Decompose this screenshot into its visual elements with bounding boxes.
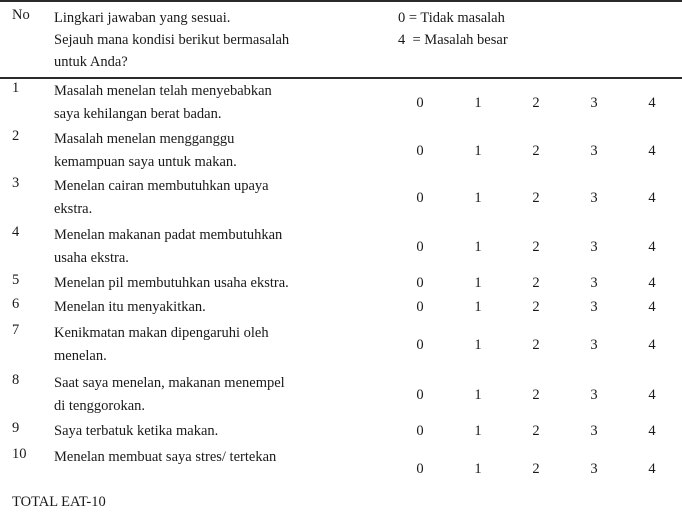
row-question bbox=[54, 322, 384, 368]
header-no: No bbox=[12, 7, 30, 23]
question-line: Kenikmatan makan dipengaruhi oleh bbox=[54, 325, 269, 341]
question-line: Saat saya menelan, makanan menempel bbox=[54, 375, 285, 391]
score-option-0[interactable]: 0 bbox=[416, 423, 424, 439]
row-number: 9 bbox=[12, 420, 20, 436]
score-option-3[interactable]: 3 bbox=[590, 95, 598, 111]
row-question bbox=[54, 372, 384, 418]
row-question bbox=[54, 80, 384, 126]
row-number: 7 bbox=[12, 322, 20, 338]
question-line: Menelan pil membutuhkan usaha ekstra. bbox=[54, 275, 289, 291]
question-line: saya kehilangan berat badan. bbox=[54, 106, 222, 122]
question-line: Masalah menelan mengganggu bbox=[54, 131, 235, 147]
score-option-3[interactable]: 3 bbox=[590, 143, 598, 159]
row-number: 4 bbox=[12, 224, 20, 240]
total-label: TOTAL EAT-10 bbox=[12, 494, 106, 510]
score-option-4[interactable]: 4 bbox=[648, 461, 656, 477]
row-number: 3 bbox=[12, 175, 20, 191]
score-option-3[interactable]: 3 bbox=[590, 337, 598, 353]
score-option-4[interactable]: 4 bbox=[648, 387, 656, 403]
row-question bbox=[54, 224, 384, 270]
score-option-4[interactable]: 4 bbox=[648, 299, 656, 315]
score-option-0[interactable]: 0 bbox=[416, 387, 424, 403]
score-option-2[interactable]: 2 bbox=[532, 95, 540, 111]
row-question bbox=[54, 446, 384, 469]
header-instruction-line: untuk Anda? bbox=[54, 54, 128, 70]
score-option-3[interactable]: 3 bbox=[590, 299, 598, 315]
score-option-1[interactable]: 1 bbox=[474, 337, 482, 353]
question-line: Menelan membuat saya stres/ tertekan bbox=[54, 449, 277, 465]
row-question bbox=[54, 296, 384, 319]
score-option-4[interactable]: 4 bbox=[648, 239, 656, 255]
score-option-4[interactable]: 4 bbox=[648, 337, 656, 353]
score-option-1[interactable]: 1 bbox=[474, 299, 482, 315]
score-option-4[interactable]: 4 bbox=[648, 275, 656, 291]
question-line: Saya terbatuk ketika makan. bbox=[54, 423, 219, 439]
row-number: 5 bbox=[12, 272, 20, 288]
score-option-2[interactable]: 2 bbox=[532, 337, 540, 353]
header-divider bbox=[0, 77, 682, 79]
row-question bbox=[54, 272, 384, 295]
row-question bbox=[54, 420, 384, 443]
header-instruction-line: Sejauh mana kondisi berikut bermasalah bbox=[54, 32, 290, 48]
row-number: 8 bbox=[12, 372, 20, 388]
header-scale-legend bbox=[398, 7, 508, 51]
score-option-1[interactable]: 1 bbox=[474, 461, 482, 477]
question-line: ekstra. bbox=[54, 201, 93, 217]
table-top-border bbox=[0, 0, 682, 2]
score-option-2[interactable]: 2 bbox=[532, 190, 540, 206]
question-line: di tenggorokan. bbox=[54, 398, 146, 414]
score-option-4[interactable]: 4 bbox=[648, 423, 656, 439]
scale-legend-min: 0 = Tidak masalah bbox=[398, 10, 505, 26]
score-option-1[interactable]: 1 bbox=[474, 95, 482, 111]
row-question bbox=[54, 175, 384, 221]
row-number: 6 bbox=[12, 296, 20, 312]
score-option-2[interactable]: 2 bbox=[532, 299, 540, 315]
score-option-4[interactable]: 4 bbox=[648, 95, 656, 111]
score-option-2[interactable]: 2 bbox=[532, 387, 540, 403]
score-option-2[interactable]: 2 bbox=[532, 143, 540, 159]
score-option-3[interactable]: 3 bbox=[590, 239, 598, 255]
score-option-0[interactable]: 0 bbox=[416, 239, 424, 255]
score-option-2[interactable]: 2 bbox=[532, 461, 540, 477]
score-option-2[interactable]: 2 bbox=[532, 275, 540, 291]
score-option-4[interactable]: 4 bbox=[648, 143, 656, 159]
score-option-3[interactable]: 3 bbox=[590, 461, 598, 477]
score-option-1[interactable]: 1 bbox=[474, 423, 482, 439]
score-option-0[interactable]: 0 bbox=[416, 95, 424, 111]
score-option-1[interactable]: 1 bbox=[474, 275, 482, 291]
question-line: Menelan cairan membutuhkan upaya bbox=[54, 178, 269, 194]
score-option-3[interactable]: 3 bbox=[590, 190, 598, 206]
score-option-0[interactable]: 0 bbox=[416, 275, 424, 291]
row-number: 1 bbox=[12, 80, 20, 96]
question-line: menelan. bbox=[54, 348, 107, 364]
score-option-3[interactable]: 3 bbox=[590, 275, 598, 291]
score-option-3[interactable]: 3 bbox=[590, 387, 598, 403]
row-number: 2 bbox=[12, 128, 20, 144]
score-option-0[interactable]: 0 bbox=[416, 337, 424, 353]
row-question bbox=[54, 128, 384, 174]
score-option-1[interactable]: 1 bbox=[474, 190, 482, 206]
score-option-2[interactable]: 2 bbox=[532, 239, 540, 255]
question-line: Masalah menelan telah menyebabkan bbox=[54, 83, 272, 99]
score-option-1[interactable]: 1 bbox=[474, 239, 482, 255]
score-option-4[interactable]: 4 bbox=[648, 190, 656, 206]
question-line: usaha ekstra. bbox=[54, 250, 129, 266]
score-option-0[interactable]: 0 bbox=[416, 461, 424, 477]
score-option-3[interactable]: 3 bbox=[590, 423, 598, 439]
score-option-0[interactable]: 0 bbox=[416, 190, 424, 206]
header-instructions bbox=[54, 7, 384, 73]
scale-legend-max: 4 = Masalah besar bbox=[398, 32, 508, 48]
score-option-0[interactable]: 0 bbox=[416, 299, 424, 315]
score-option-0[interactable]: 0 bbox=[416, 143, 424, 159]
score-option-1[interactable]: 1 bbox=[474, 387, 482, 403]
row-number: 10 bbox=[12, 446, 27, 462]
question-line: Menelan itu menyakitkan. bbox=[54, 299, 206, 315]
score-option-1[interactable]: 1 bbox=[474, 143, 482, 159]
header-instruction-line: Lingkari jawaban yang sesuai. bbox=[54, 10, 231, 26]
question-line: kemampuan saya untuk makan. bbox=[54, 154, 237, 170]
score-option-2[interactable]: 2 bbox=[532, 423, 540, 439]
question-line: Menelan makanan padat membutuhkan bbox=[54, 227, 283, 243]
